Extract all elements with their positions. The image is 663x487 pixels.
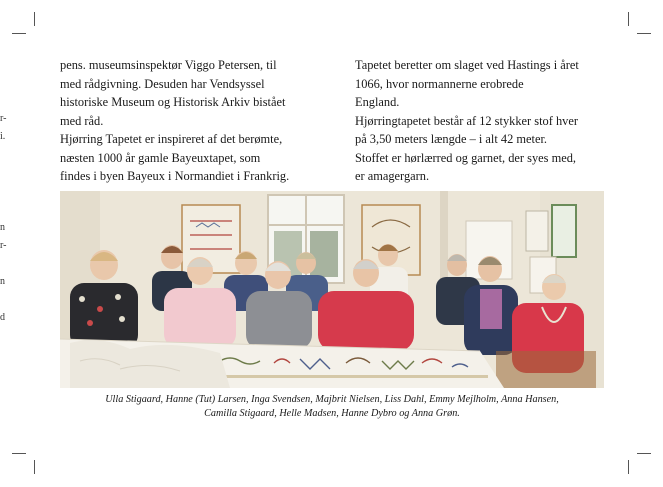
- text-column-left: [60, 56, 320, 186]
- body-line: på 3,50 meters længde – i alt 42 meter.: [355, 132, 548, 146]
- body-line: Hjørring Tapetet er inspireret af det berømte,: [60, 132, 283, 146]
- body-line: Stoffet er hørlærred og garnet, der syes med,: [355, 150, 577, 165]
- body-line: 1066, hvor normannerne erobrede: [355, 76, 524, 91]
- body-line: er amagergarn.: [355, 169, 430, 183]
- body-line: med råd.: [60, 113, 104, 128]
- crop-mark-bl-v: [34, 460, 35, 474]
- crop-mark-tr-v: [628, 12, 629, 26]
- crop-mark-tl-v: [34, 12, 35, 26]
- margin-fragment: d: [0, 312, 5, 323]
- photo-caption: [60, 393, 604, 421]
- caption-line: Ulla Stigaard, Hanne (Tut) Larsen, Inga Svendsen, Majbrit Nielsen, Liss Dahl, Emmy Mejlholm, Anna Hansen,: [105, 394, 559, 405]
- margin-fragment: n: [0, 222, 5, 233]
- body-line: med rådgivning. Desuden har Vendsyssel: [60, 76, 265, 91]
- body-line: historiske Museum og Historisk Arkiv bistået: [60, 95, 286, 109]
- crop-mark-bl-h: [12, 453, 26, 454]
- caption-line: Camilla Stigaard, Helle Madsen, Hanne Dybro og Anna Grøn.: [204, 408, 460, 419]
- crop-mark-br-h: [637, 453, 651, 454]
- group-photo: [60, 191, 604, 388]
- body-line: England.: [355, 95, 400, 109]
- crop-mark-tl-h: [12, 33, 26, 34]
- margin-fragment: n: [0, 276, 5, 287]
- body-line: Tapetet beretter om slaget ved Hastings i året: [355, 58, 579, 72]
- crop-mark-tr-h: [637, 33, 651, 34]
- text-column-right: [355, 56, 615, 186]
- body-line: pens. museumsinspektør Viggo Petersen, til: [60, 58, 277, 72]
- body-line: Hjørringtapetet består af 12 stykker stof hver: [355, 113, 578, 128]
- margin-fragment: r-: [0, 113, 7, 124]
- body-line: findes i byen Bayeux i Normandiet i Frankrig.: [60, 169, 290, 183]
- body-line: næsten 1000 år gamle Bayeuxtapet, som: [60, 150, 261, 165]
- margin-fragment: i.: [0, 131, 6, 142]
- margin-fragment: r-: [0, 240, 7, 251]
- crop-mark-br-v: [628, 460, 629, 474]
